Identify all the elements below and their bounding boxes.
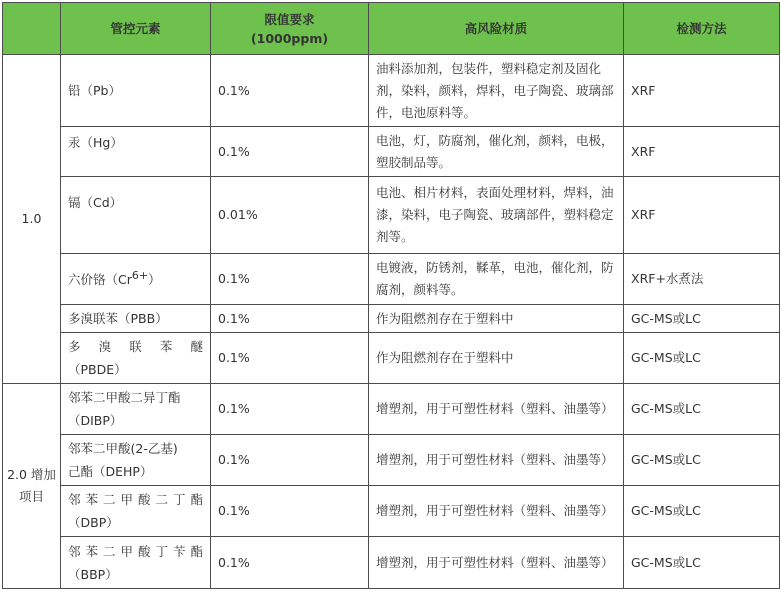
group-label-2: 2.0 增加项目 [3, 384, 61, 589]
element-cell [61, 254, 211, 305]
header-material: 高风险材质 [369, 3, 624, 55]
element-cell [61, 384, 211, 435]
limit-cell: 0.1% [211, 486, 369, 537]
table-row [3, 333, 780, 384]
element-line1: 邻苯二甲酸二异丁酯 [68, 390, 181, 405]
header-limit [211, 3, 369, 55]
material-cell: 增塑剂，用于可塑性材料（塑料、油墨等） [369, 435, 624, 486]
element-line2: （BBP） [68, 566, 118, 582]
element-cell: 镉（Cd） [61, 177, 211, 254]
limit-cell: 0.1% [211, 254, 369, 305]
element-line1: 邻苯二甲酸二丁酯 [68, 492, 203, 507]
table-body [3, 55, 780, 589]
element-cell [61, 333, 211, 384]
method-cell: GC-MS或LC [624, 486, 780, 537]
element-suffix: ） [148, 271, 161, 287]
table-row [3, 537, 780, 589]
table-row [3, 305, 780, 333]
method-cell: GC-MS或LC [624, 435, 780, 486]
header-limit-line1: 限值要求 [264, 11, 315, 27]
material-cell: 电镀液，防锈剂，鞣革，电池，催化剂，防腐剂，颜料等。 [369, 254, 624, 305]
material-cell: 增塑剂，用于可塑性材料（塑料、油墨等） [369, 537, 624, 589]
element-cell: 多溴联苯（PBB） [61, 305, 211, 333]
method-cell: XRF [624, 177, 780, 254]
limit-cell: 0.1% [211, 127, 369, 177]
limit-cell: 0.1% [211, 435, 369, 486]
material-cell: 油料添加剂，包装件，塑料稳定剂及固化剂，染料，颜料，焊料，电子陶瓷、玻璃部件，电池原料等。 [369, 55, 624, 127]
header-row [3, 3, 780, 55]
method-cell: XRF [624, 55, 780, 127]
limit-cell: 0.1% [211, 333, 369, 384]
rohs-table [2, 2, 780, 589]
material-cell: 电池、相片材料，表面处理材料，焊料，油漆，染料，电子陶瓷、玻璃部件，塑料稳定剂等。 [369, 177, 624, 254]
element-line1: 多溴联苯醚 [68, 339, 203, 354]
group-label-1: 1.0 [3, 55, 61, 384]
method-cell: XRF [624, 127, 780, 177]
material-cell: 增塑剂，用于可塑性材料（塑料、油墨等） [369, 486, 624, 537]
element-cell [61, 537, 211, 589]
header-element: 管控元素 [61, 3, 211, 55]
element-line2: （PBDE） [68, 362, 127, 377]
table-row [3, 384, 780, 435]
method-cell: GC-MS或LC [624, 384, 780, 435]
element-line2: （DIBP） [68, 413, 123, 428]
element-line1: 邻苯二甲酸丁苄酯 [68, 543, 203, 559]
table-header [3, 3, 780, 55]
element-cell: 汞（Hg） [61, 127, 211, 177]
header-method: 检测方法 [624, 3, 780, 55]
element-cell: 铅（Pb） [61, 55, 211, 127]
material-cell: 作为阻燃剂存在于塑料中 [369, 305, 624, 333]
element-line1: 邻苯二甲酸(2-乙基) [68, 441, 178, 456]
table-row [3, 55, 780, 127]
element-line2: 己酯（DEHP） [68, 464, 153, 479]
table-row [3, 435, 780, 486]
material-cell: 电池，灯，防腐剂，催化剂，颜料，电极，塑胶制品等。 [369, 127, 624, 177]
limit-cell: 0.1% [211, 55, 369, 127]
valence-superscript: 6+ [131, 268, 149, 282]
limit-cell: 0.01% [211, 177, 369, 254]
element-line2: （DBP） [68, 515, 119, 530]
table-row [3, 254, 780, 305]
method-cell: GC-MS或LC [624, 333, 780, 384]
material-cell: 作为阻燃剂存在于塑料中 [369, 333, 624, 384]
method-cell: XRF+水煮法 [624, 254, 780, 305]
table-row [3, 127, 780, 177]
method-cell: GC-MS或LC [624, 537, 780, 589]
limit-cell: 0.1% [211, 537, 369, 589]
element-prefix: 六价铬（Cr [68, 271, 132, 287]
header-blank-cell [3, 3, 61, 55]
header-limit-line2: (1000ppm) [250, 30, 329, 46]
table-row [3, 486, 780, 537]
limit-cell: 0.1% [211, 384, 369, 435]
method-cell: GC-MS或LC [624, 305, 780, 333]
limit-cell: 0.1% [211, 305, 369, 333]
table-row [3, 177, 780, 254]
material-cell: 增塑剂，用于可塑性材料（塑料、油墨等） [369, 384, 624, 435]
element-cell [61, 435, 211, 486]
element-cell [61, 486, 211, 537]
